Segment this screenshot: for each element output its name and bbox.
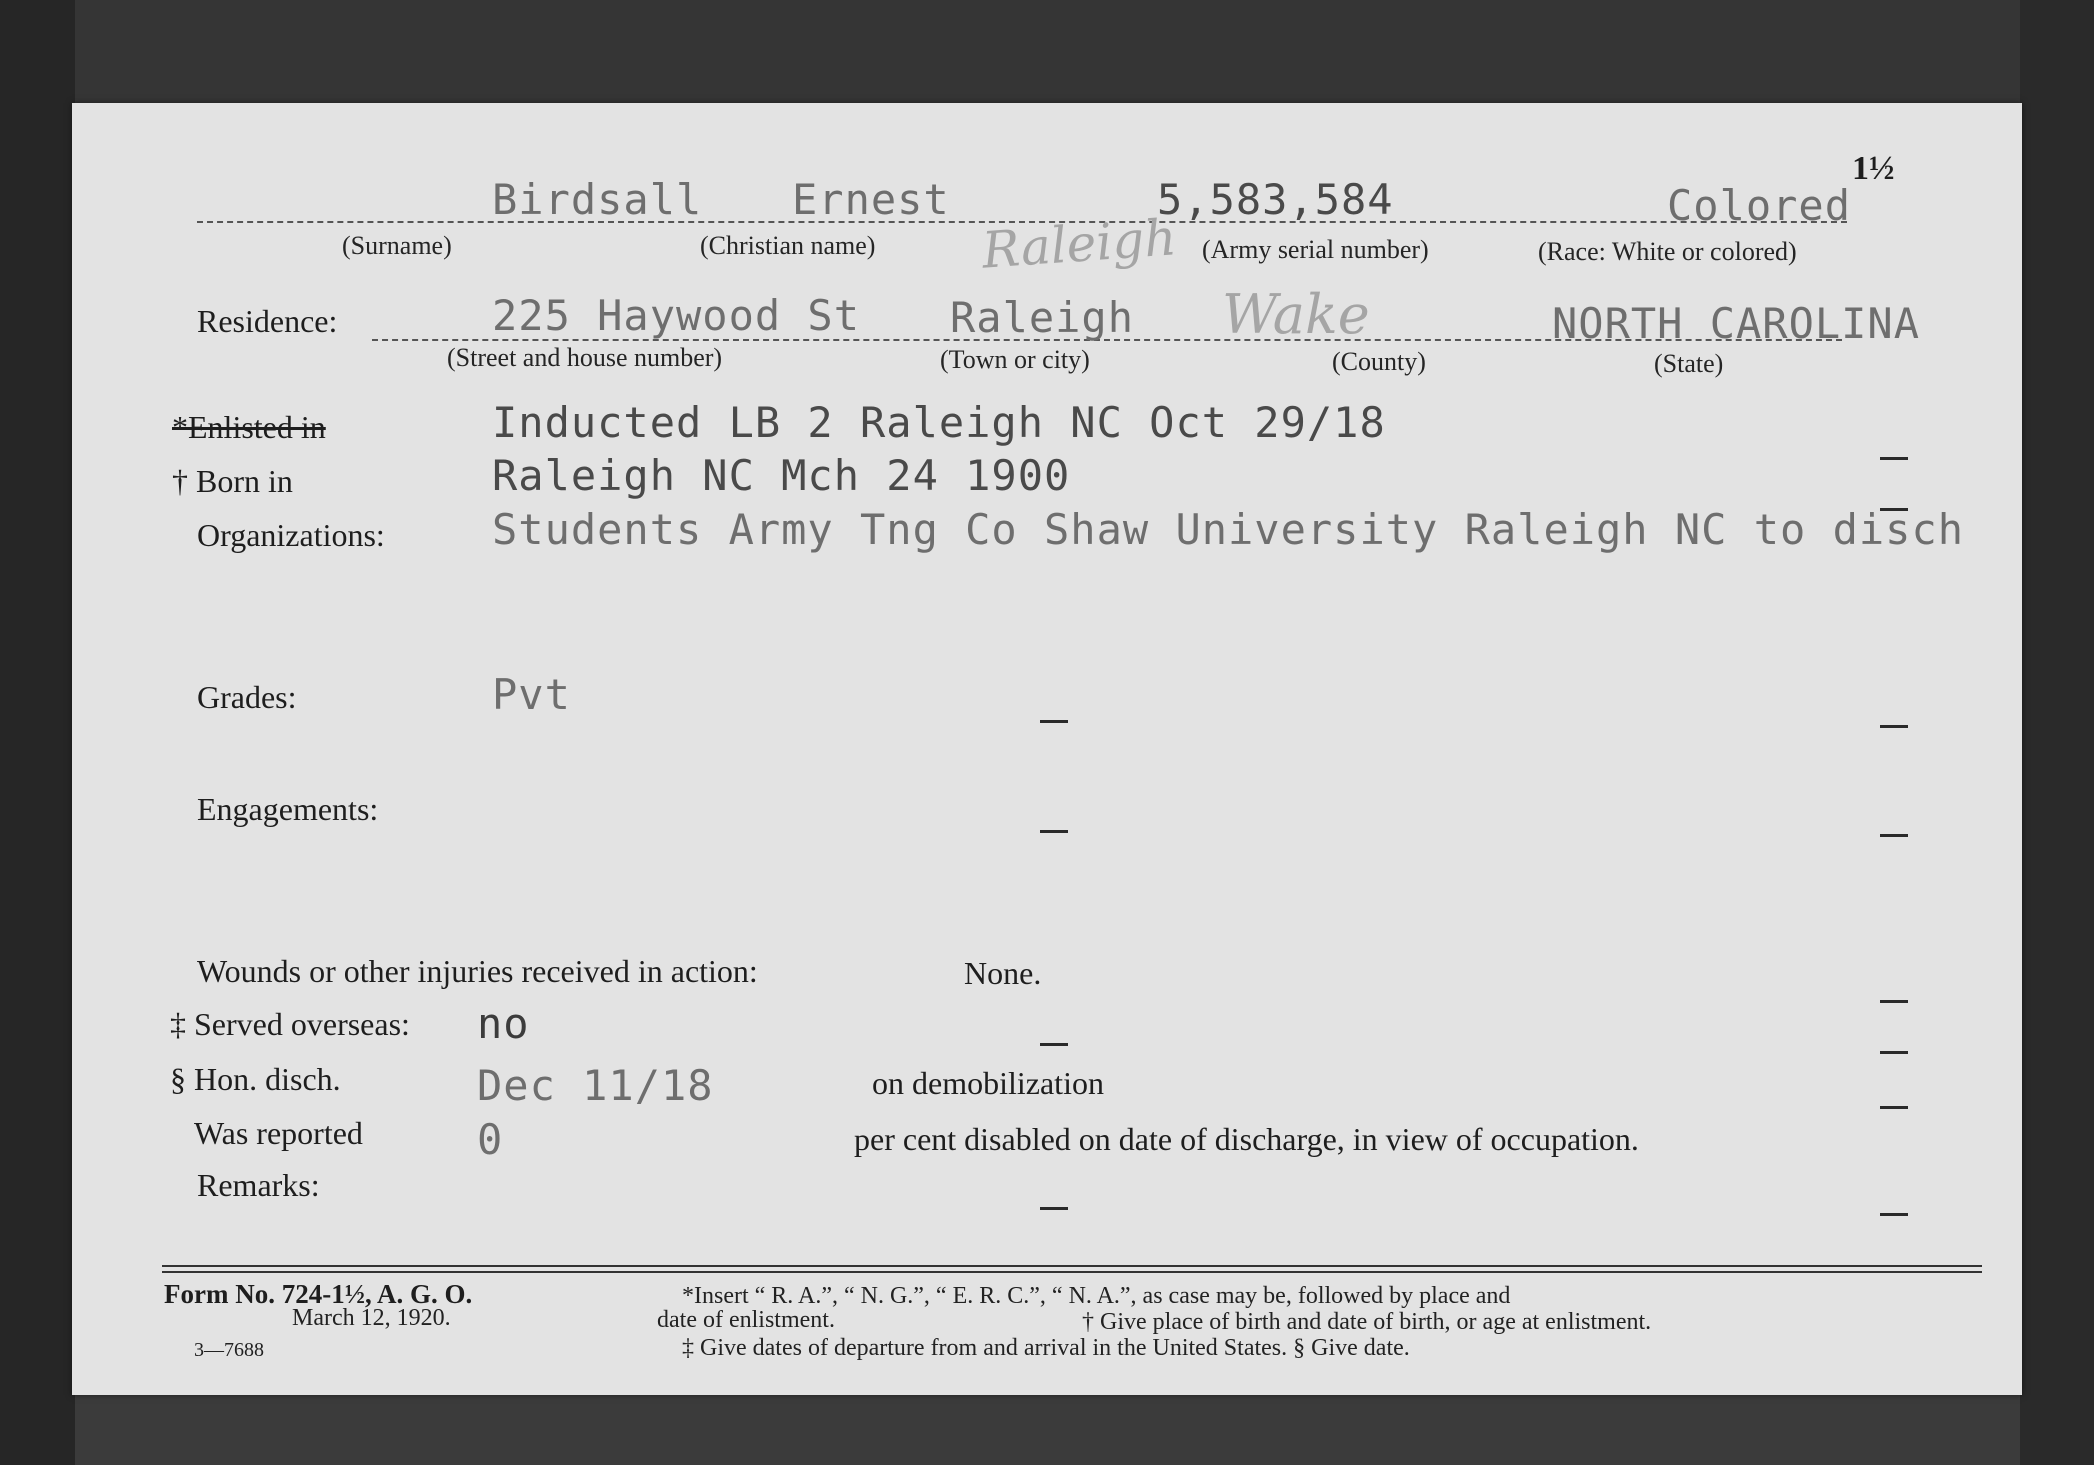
scan-background-left [0,0,75,1465]
race-caption: (Race: White or colored) [1538,237,1797,266]
town-value: Raleigh [950,293,1135,342]
served-overseas-value: no [477,999,530,1048]
served-overseas-label: ‡ Served overseas: [170,1006,410,1042]
was-reported-value: 0 [477,1115,504,1164]
line-end-mark [1880,457,1908,460]
state-caption: (State) [1654,349,1724,378]
surname-caption: (Surname) [342,231,452,260]
footnote-birth: † Give place of birth and date of birth, or age at enlistment. [1082,1309,1652,1335]
born-in-label: † Born in [172,463,293,499]
line-end-mark [1040,1043,1068,1046]
residence-label: Residence: [197,303,338,339]
form-date: March 12, 1920. [292,1305,451,1331]
hon-disch-label: § Hon. disch. [170,1061,341,1097]
print-code: 3—7688 [194,1339,264,1361]
card-number: 1½ [1852,150,1895,187]
state-value: NORTH CAROLINA [1552,299,1921,348]
line-end-mark [1880,1051,1908,1054]
line-end-mark [1880,725,1908,728]
footer-rule-top [162,1265,1982,1267]
form-number: Form No. 724-1½, A. G. O. [164,1279,473,1309]
organizations-value: Students Army Tng Co Shaw University Raleigh NC to disch [492,505,1965,554]
grades-value: Pvt [492,670,571,719]
line-end-mark [1040,1207,1068,1210]
service-record-card [72,103,2022,1395]
surname-value: Birdsall [492,175,703,224]
organizations-label: Organizations: [197,517,385,553]
was-reported-note: per cent disabled on date of discharge, in view of occupation. [854,1121,1639,1157]
remarks-label: Remarks: [197,1167,320,1203]
line-end-mark [1880,834,1908,837]
footnote-enlisted: *Insert “ R. A.”, “ N. G.”, “ E. R. C.”, “ N. A.”, as case may be, followed by place and [682,1283,1511,1309]
scan-background-top [0,0,2094,105]
wounds-value: None. [964,955,1042,991]
enlisted-value: Inducted LB 2 Raleigh NC Oct 29/18 [492,398,1386,447]
enlisted-label: *Enlisted in [172,409,326,445]
town-caption: (Town or city) [940,345,1090,374]
line-end-mark [1880,1106,1908,1109]
christian-name-value: Ernest [792,175,950,224]
born-in-value: Raleigh NC Mch 24 1900 [492,451,1071,500]
grades-label: Grades: [197,679,297,715]
hon-disch-value: Dec 11/18 [477,1061,714,1110]
christian-name-caption: (Christian name) [700,231,876,260]
serial-number-caption: (Army serial number) [1202,235,1429,264]
engagements-label: Engagements: [197,791,379,827]
footnote-overseas-date: ‡ Give dates of departure from and arrival in the United States. § Give date. [682,1335,1410,1361]
street-caption: (Street and house number) [447,343,723,372]
serial-number-value: 5,583,584 [1157,175,1394,224]
line-end-mark [1880,1213,1908,1216]
street-value: 225 Haywood St [492,291,861,340]
scan-background-right [2020,0,2094,1465]
county-caption: (County) [1332,347,1426,376]
was-reported-label: Was reported [194,1115,363,1151]
town-handwritten-annotation: Raleigh [980,208,1179,280]
footnote-enlisted-cont: date of enlistment. [657,1307,835,1333]
line-end-mark [1880,1000,1908,1003]
race-value: Colored [1667,181,1852,230]
hon-disch-note: on demobilization [872,1065,1104,1101]
county-handwritten-value: Wake [1222,283,1370,346]
footer-rule-bottom [162,1271,1982,1273]
line-end-mark [1040,830,1068,833]
line-end-mark [1040,720,1068,723]
wounds-label: Wounds or other injuries received in action: [197,953,758,989]
